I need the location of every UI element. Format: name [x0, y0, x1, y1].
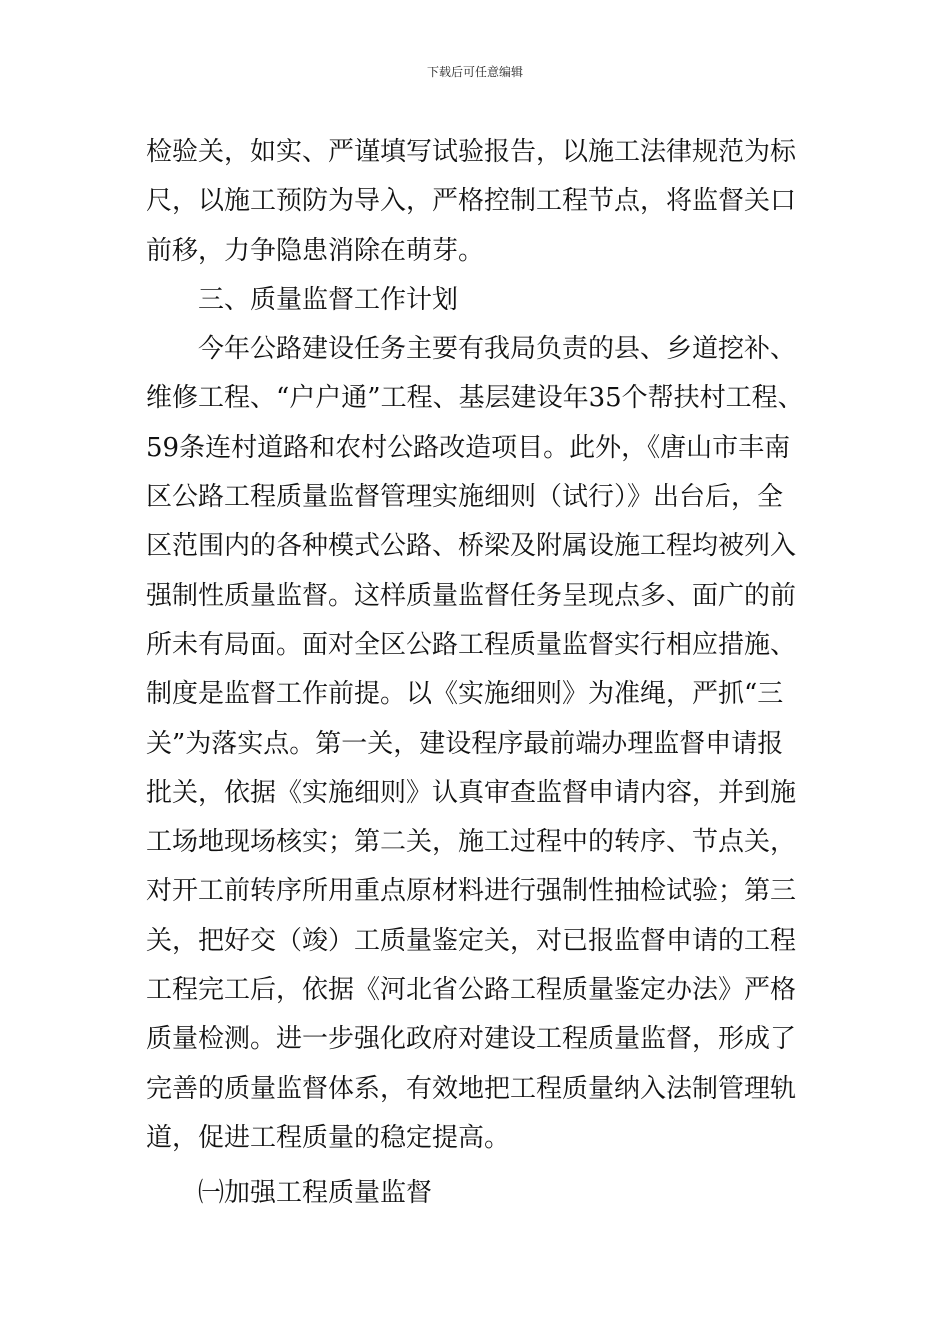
text-line: 质量检测。进一步强化政府对建设工程质量监督，形成了: [146, 1024, 797, 1055]
text-line: 检验关，如实、严谨填写试验报告，以施工法律规范为标: [146, 137, 797, 167]
document-body: [146, 128, 826, 1219]
page-header: 下载后可任意编辑: [426, 65, 523, 79]
subsection-heading: ㈠加强工程质量监督: [198, 1178, 433, 1209]
text-line: 今年公路建设任务主要有我局负责的县、乡道挖补、: [198, 334, 797, 365]
text-line: 区公路工程质量监督管理实施细则（试行）》出台后，全: [146, 482, 784, 513]
section-heading: 三、质量监督工作计划: [198, 284, 459, 315]
text-line: 工程完工后，依据《河北省公路工程质量鉴定办法》严格: [146, 975, 797, 1006]
text-line: 维修工程、“户户通”工程、基层建设年35个帮扶村工程、: [146, 383, 804, 414]
text-line: 道，促进工程质量的稳定提高。: [146, 1122, 511, 1153]
text-line: 强制性质量监督。这样质量监督任务呈现点多、面广的前: [146, 580, 797, 611]
text-line: 区范围内的各种模式公路、桥梁及附属设施工程均被列入: [146, 531, 797, 562]
text-line: 制度是监督工作前提。以《实施细则》为准绳，严抓“三: [146, 679, 784, 710]
text-line: 对开工前转序所用重点原材料进行强制性抽检试验；第三: [146, 876, 797, 907]
text-line: 尺，以施工预防为导入，严格控制工程节点，将监督关口: [146, 186, 797, 217]
text-line: 完善的质量监督体系，有效地把工程质量纳入法制管理轨: [146, 1073, 797, 1104]
text-line: 关”为落实点。第一关，建设程序最前端办理监督申请报: [146, 728, 784, 759]
text-line: 59条连村道路和农村公路改造项目。此外，《唐山市丰南: [146, 432, 791, 463]
text-line: 工场地现场核实；第二关，施工过程中的转序、节点关，: [146, 827, 797, 858]
text-line: 前移，力争隐患消除在萌芽。: [146, 235, 485, 266]
text-line: 关，把好交（竣）工质量鉴定关，对已报监督申请的工程: [146, 925, 797, 956]
text-line: 所未有局面。面对全区公路工程质量监督实行相应措施、: [146, 629, 797, 660]
text-line: 批关，依据《实施细则》认真审查监督申请内容，并到施: [146, 777, 797, 808]
